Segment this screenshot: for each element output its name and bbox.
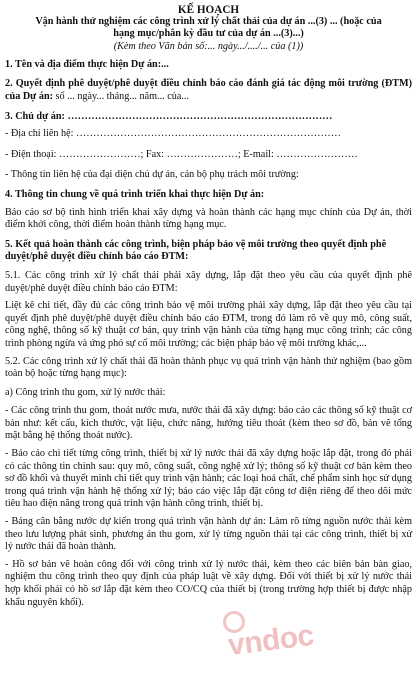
- owner-address: - Địa chỉ liên hệ: ……………………………………………………………………: [5, 128, 341, 140]
- section-5-2-a-item-2: - Báo cáo chi tiết từng công trình, thiết bị xử lý nước thải đã xây dựng hoặc lắp đặt, trong đó phải có các thông tin chính sau: quy mô, công suất, công nghệ xử lý; thông số kỹ thuật cơ bản kèm theo sơ đồ khối và thuyết minh chi tiết quy trình vận hành; các loại hoá chất, chế phẩm sinh học sử dụng trong quá trình vận hành hệ thống xử lý; báo cáo việc lắp đặt công tơ điện riêng để theo dõi mức tiêu hao điện năng trong quá trình vận hành công trình, thiết bị.: [5, 448, 412, 510]
- section-4-heading: 4. Thông tin chung về quá trình triển khai thực hiện Dự án:: [5, 188, 265, 200]
- section-5-2-a-heading: a) Công trình thu gom, xử lý nước thải:: [5, 386, 166, 398]
- document-subtitle-line-2: hạng mục/phân kỳ đầu tư của dự án ...(3)...): [113, 28, 304, 40]
- document-subtitle-line-1: Vận hành thử nghiệm các công trình xử lý chất thải của dự án ...(3) ... (hoặc của: [35, 16, 382, 27]
- section-5-2-a-item-1: - Các công trình thu gom, thoát nước mưa, nước thải đã xây dựng: báo cáo các thông số kỹ thuật cơ bản như: kết cấu, kích thước, vật liệu, chức năng, hướng tiêu thoát (kèm theo sơ đồ, bản vẽ tổng mặt bằng hệ thống thoát nước).: [5, 405, 412, 442]
- document-note: (Kèm theo Văn bản số:... ngày.../..../... của (1)): [113, 40, 304, 52]
- section-5-1-text: Liệt kê chi tiết, đầy đủ các công trình bảo vệ môi trường phải xây dựng, lắp đặt theo yêu cầu tại quyết định phê duyệt/phê duyệt điều chỉnh báo cáo ĐTM, trong đó làm rõ về quy mô, công suất, công nghệ, thông số kỹ thuật cơ bản, quy trình vận hành của từng hạng mục công trình; các công trình phòng ngừa và ứng phó sự cố môi trường; các biện pháp bảo vệ môi trường khác,...: [5, 300, 412, 349]
- owner-contact-info: - Thông tin liên hệ của đại diện chủ dự án, cán bộ phụ trách môi trường:: [5, 169, 299, 181]
- section-5-heading: 5. Kết quả hoàn thành các công trình, biện pháp bảo vệ môi trường theo quyết định phê duyệt/phê duyệt điều chỉnh báo cáo ĐTM:: [5, 238, 387, 263]
- document-title: KẾ HOẠCH: [177, 4, 240, 16]
- owner-phone-fax-email: - Điện thoại: ……………………; Fax: …………………; E-mail: ……………………: [5, 148, 358, 160]
- section-2-heading-rest: số ... ngày... tháng... năm... của...: [53, 91, 189, 102]
- section-4-text: Báo cáo sơ bộ tình hình triển khai xây dựng và hoàn thành các hạng mục chính của Dự án, thời điểm khởi công, thời điểm hoàn thành từng hạng mục.: [5, 206, 412, 231]
- section-3-heading: 3. Chủ dự án: ……………………………………………………………………: [5, 110, 333, 122]
- watermark-logo: vndoc: [226, 618, 316, 663]
- section-5-2-heading: 5.2. Các công trình xử lý chất thải đã hoàn thành phục vụ quá trình vận hành thử nghiệm (bao gồm toàn bộ hoặc từng hạng mục):: [5, 355, 412, 380]
- section-2-heading: [5, 78, 412, 103]
- section-1-heading: 1. Tên và địa điểm thực hiện Dự án:...: [5, 58, 169, 70]
- section-5-2-a-item-3: - Bảng cân bằng nước dự kiến trong quá trình vận hành dự án: Làm rõ từng nguồn nước thải kèm theo lưu lượng phát sinh, phương án thu gom, xử lý từng nguồn thải tại các công trình, thiết bị xử lý nước thải đã hoàn thành.: [5, 516, 412, 553]
- section-5-1-heading: 5.1. Các công trình xử lý chất thải phải xây dựng, lắp đặt theo yêu cầu của quyết định phê duyệt/phê duyệt điều chỉnh báo cáo ĐTM:: [5, 269, 412, 294]
- section-5-2-a-item-4: - Hồ sơ bản vẽ hoàn công đối với công trình xử lý nước thải, kèm theo các biên bản bàn giao, nghiệm thu công trình theo quy định của pháp luật về xây dựng. Đối với thiết bị xử lý nước thải hợp khối phải có hồ sơ lắp đặt kèm theo CO/CQ của thiết bị (trong trường hợp thiết bị được nhập khẩu nguyên khối).: [5, 558, 412, 608]
- section-2-heading-bold: 2. Quyết định phê duyệt/phê duyệt điều chỉnh báo cáo đánh giá tác động môi trường (ĐTM) của Dự án:: [5, 78, 412, 102]
